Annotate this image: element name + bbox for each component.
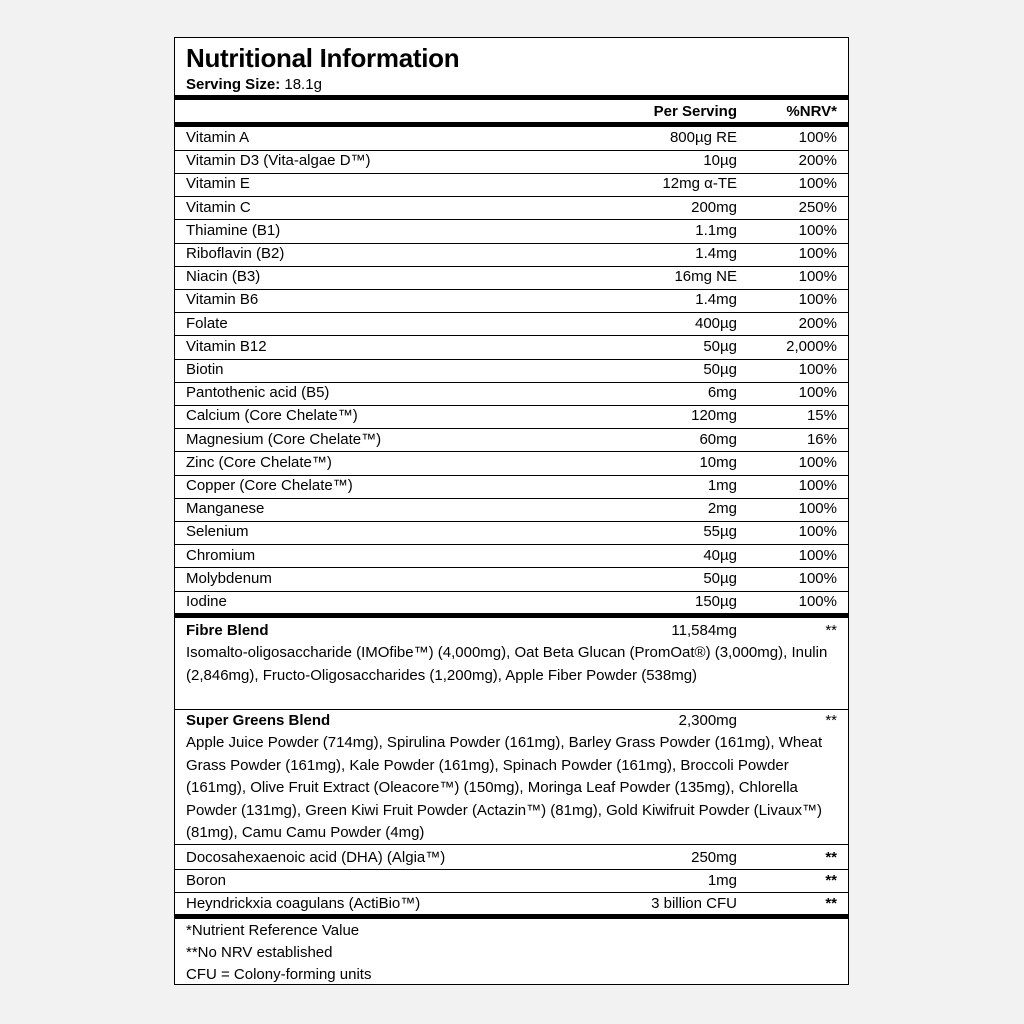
nutrient-name: Folate: [186, 314, 228, 332]
footnote-cfu: CFU = Colony-forming units: [186, 966, 372, 983]
fibre-divider: [175, 709, 848, 710]
nutrient-nrv: 100%: [798, 268, 837, 286]
row-divider: [175, 335, 848, 336]
row-divider: [175, 544, 848, 545]
nutrient-nrv: 100%: [798, 175, 837, 193]
nutrient-value: 50µg: [703, 337, 737, 355]
nutrient-nrv: 200%: [798, 152, 837, 170]
row-divider: [175, 266, 848, 267]
extra-name: Docosahexaenoic acid (DHA) (Algia™): [186, 849, 446, 866]
extra-divider: [175, 892, 848, 893]
footnote-nrv: *Nutrient Reference Value: [186, 922, 360, 939]
nutrient-name: Niacin (B3): [186, 268, 261, 286]
row-divider: [175, 591, 848, 592]
row-divider: [175, 289, 848, 290]
nutrient-value: 2mg: [707, 500, 737, 518]
row-divider: [175, 173, 848, 174]
greens-blend-description: Apple Juice Powder (714mg), Spirulina Powder (161mg), Barley Grass Powder (161mg), Wheat Grass Powder (161mg), Kale Powder (161mg), Spinach Powder (161mg), Broccoli Powder (161mg), Olive Fruit Extract (Oleacore™) (150mg), Moringa Leaf Powder (135mg), Chlorella Powder (131mg), Green Kiwi Fruit Powder (Actazin™) (81mg), Gold Kiwifruit Powder (Livaux™) (81mg), Camu Camu Powder (4mg): [186, 734, 823, 841]
vitamins-divider: [175, 613, 848, 618]
fibre-blend-value: 11,584mg: [671, 622, 737, 639]
nutrient-name: Pantothenic acid (B5): [186, 384, 330, 402]
panel-title: Nutritional Information: [186, 43, 460, 73]
nutrient-value: 200mg: [691, 198, 737, 216]
nutrient-value: 10µg: [703, 152, 737, 170]
extra-value: 3 billion CFU: [651, 895, 737, 912]
footnote-no-nrv: **No NRV established: [186, 944, 333, 961]
nutrient-value: 800µg RE: [669, 129, 737, 146]
nutrient-name: Riboflavin (B2): [186, 245, 285, 262]
extra-nrv: **: [825, 849, 837, 866]
greens-blend-nrv: **: [825, 712, 837, 729]
fibre-blend-description: Isomalto-oligosaccharide (IMOfibe™) (4,000mg), Oat Beta Glucan (PromOat®) (3,000mg), Inulin (2,846mg), Fructo-Oligosaccharides (1,200mg), Apple Fiber Powder (538mg): [186, 644, 828, 684]
nutrient-name: Thiamine (B1): [186, 221, 281, 239]
nutrient-name: Zinc (Core Chelate™): [186, 453, 332, 471]
nutrient-nrv: 100%: [798, 569, 837, 587]
nutrient-value: 150µg: [694, 593, 737, 610]
header-divider-top: [175, 95, 848, 100]
nutrient-value: 1.1mg: [695, 221, 737, 239]
nutrient-name: Copper (Core Chelate™): [186, 477, 353, 494]
extra-value: 1mg: [707, 872, 737, 889]
nutrient-name: Vitamin B12: [186, 337, 267, 355]
row-divider: [175, 196, 848, 197]
nutrient-nrv: 15%: [806, 407, 837, 425]
extra-nrv: **: [825, 872, 837, 889]
nutrient-name: Chromium: [186, 546, 256, 564]
nutrient-value: 50µg: [703, 569, 737, 587]
nutrient-nrv: 100%: [798, 593, 837, 610]
nutrient-name: Vitamin C: [186, 198, 251, 216]
nutrient-nrv: 16%: [806, 430, 837, 448]
nutrient-value: 60mg: [699, 430, 737, 448]
nutrient-name: Biotin: [186, 361, 224, 378]
nutrient-nrv: 100%: [798, 523, 837, 541]
nutrient-nrv: 100%: [798, 245, 837, 262]
nutrient-value: 40µg: [703, 546, 737, 564]
row-divider: [175, 521, 848, 522]
nutrition-panel: [174, 37, 849, 985]
nutrient-name: Manganese: [186, 500, 265, 518]
nutrient-nrv: 100%: [798, 500, 837, 518]
extra-name: Heyndrickxia coagulans (ActiBio™): [186, 895, 421, 912]
nutrient-nrv: 100%: [798, 291, 837, 309]
nutrient-value: 12mg α-TE: [662, 175, 737, 193]
nutrient-value: 50µg: [703, 361, 737, 378]
nutrient-value: 1.4mg: [695, 291, 737, 309]
row-divider: [175, 359, 848, 360]
nutrient-value: 1mg: [707, 477, 737, 494]
row-divider: [175, 567, 848, 568]
nutrient-name: Vitamin A: [186, 129, 250, 146]
fibre-blend-name: Fibre Blend: [186, 622, 269, 639]
nutrient-name: Vitamin D3 (Vita-algae D™): [186, 152, 371, 170]
fibre-blend-nrv: **: [825, 622, 837, 639]
serving-size: [186, 76, 322, 93]
extra-name: Boron: [186, 872, 227, 889]
extra-value: 250mg: [691, 849, 737, 866]
greens-blend-value: 2,300mg: [678, 712, 737, 729]
serving-size-value: 18.1g: [284, 76, 322, 93]
nutrient-value: 55µg: [703, 523, 737, 541]
nutrient-value: 16mg NE: [674, 268, 737, 286]
nutrient-name: Molybdenum: [186, 569, 272, 587]
nutrient-value: 10mg: [699, 453, 737, 471]
header-divider-bottom: [175, 122, 848, 127]
nutrient-name: Calcium (Core Chelate™): [186, 407, 358, 425]
header-per-serving: Per Serving: [653, 103, 737, 120]
nutrient-nrv: 100%: [798, 221, 837, 239]
nutrient-nrv: 2,000%: [786, 337, 837, 355]
nutrient-value: 6mg: [707, 384, 737, 402]
greens-divider: [175, 844, 848, 845]
nutrient-nrv: 200%: [798, 314, 837, 332]
nutrient-value: 1.4mg: [695, 245, 737, 262]
extra-divider: [175, 869, 848, 870]
nutrient-nrv: 100%: [798, 384, 837, 402]
nutrient-name: Vitamin E: [186, 175, 250, 193]
row-divider: [175, 312, 848, 313]
row-divider: [175, 498, 848, 499]
nutrient-nrv: 100%: [798, 477, 837, 494]
greens-blend-name: Super Greens Blend: [186, 712, 331, 729]
nutrient-nrv: 100%: [798, 129, 837, 146]
nutrient-name: Vitamin B6: [186, 291, 259, 309]
nutrient-nrv: 100%: [798, 453, 837, 471]
nutrient-nrv: 100%: [798, 546, 837, 564]
extra-nrv: **: [825, 895, 837, 912]
nutrient-nrv: 100%: [798, 361, 837, 378]
nutrient-name: Magnesium (Core Chelate™): [186, 430, 382, 448]
serving-size-label: Serving Size:: [186, 76, 281, 93]
nutrient-value: 120mg: [691, 407, 737, 425]
footnote-divider: [175, 914, 848, 919]
nutrient-name: Iodine: [186, 593, 227, 610]
nutrient-value: 400µg: [694, 314, 737, 332]
header-nrv: %NRV*: [786, 103, 837, 120]
nutrient-name: Selenium: [186, 523, 249, 541]
nutrient-nrv: 250%: [798, 198, 837, 216]
